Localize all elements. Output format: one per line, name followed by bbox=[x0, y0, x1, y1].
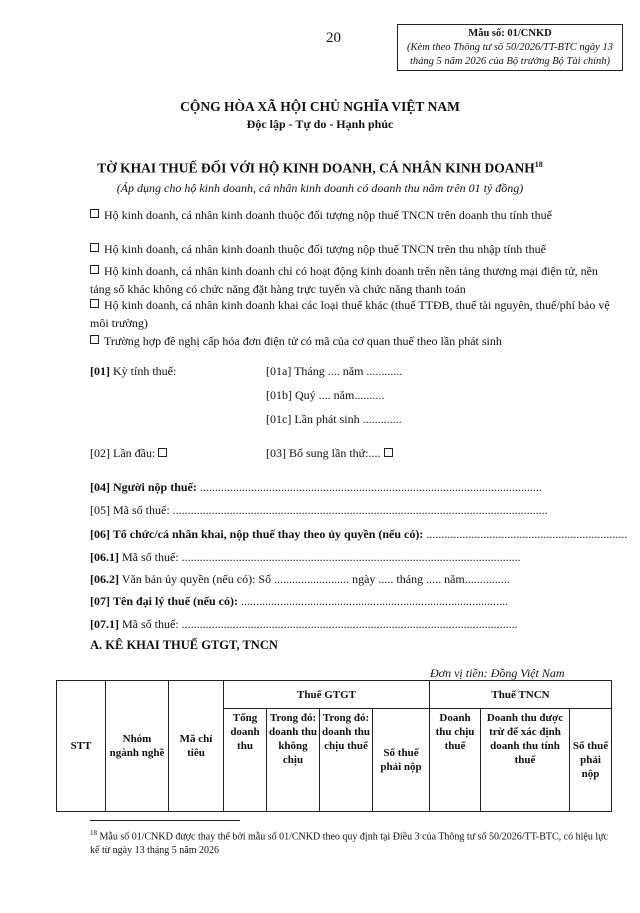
authorization-document-field[interactable]: [06.2] Văn bản ủy quyền (nếu có): Số ......................... ngày ..... tháng ..... năm............... bbox=[90, 572, 510, 586]
option-label: Hộ kinh doanh, cá nhân kinh doanh thuộc đối tượng nộp thuế TNCN trên thu nhập tính thuế bbox=[104, 242, 546, 256]
supplement-label: [03] Bổ sung lần thứ:.... bbox=[266, 446, 381, 460]
declaration-table bbox=[56, 680, 612, 812]
authorized-tax-code-field[interactable]: [06.1] Mã số thuế: ................................................................................................................. bbox=[90, 550, 521, 564]
option-other-taxes[interactable] bbox=[90, 296, 610, 332]
vat-nontaxable-revenue: Trong đó: doanh thu không chịu bbox=[267, 709, 320, 812]
document-title bbox=[0, 160, 640, 177]
supplement-row bbox=[266, 446, 393, 461]
taxpayer-field[interactable]: [04] Người nộp thuế: .................................................................................................................. bbox=[90, 480, 542, 494]
col-stt: STT bbox=[57, 681, 106, 812]
checkbox-icon[interactable] bbox=[90, 299, 99, 308]
page-number: 20 bbox=[326, 30, 341, 46]
supplement-checkbox[interactable] bbox=[384, 448, 393, 457]
checkbox-icon[interactable] bbox=[90, 265, 99, 274]
vat-tax-payable: Số thuế phải nộp bbox=[373, 709, 430, 812]
option-label: Trường hợp đề nghị cấp hóa đơn điện tử có mã của cơ quan thuế theo lần phát sinh bbox=[104, 334, 502, 348]
option-label: Hộ kinh doanh, cá nhân kinh doanh thuộc đối tượng nộp thuế TNCN trên doanh thu tính thuế bbox=[104, 208, 552, 222]
first-time-checkbox[interactable] bbox=[158, 448, 167, 457]
form-note: (Kèm theo Thông tư số 50/2026/TT-BTC ngày 13 tháng 5 năm 2026 của Bộ trưởng Bộ Tài chính) bbox=[407, 42, 613, 67]
form-code-box bbox=[397, 24, 623, 71]
nation-heading: CỘNG HÒA XÃ HỘI CHỦ NGHĨA VIỆT NAM bbox=[180, 99, 460, 114]
pit-taxable-revenue: Doanh thu chịu thuế bbox=[430, 709, 481, 812]
form-code: Mẫu số: 01/CNKD bbox=[468, 28, 552, 39]
document-subtitle: (Áp dụng cho hộ kinh doanh, cá nhân kinh doanh có doanh thu năm trên 01 tỷ đồng) bbox=[116, 181, 524, 195]
option-tncn-income[interactable] bbox=[90, 240, 610, 258]
period-quarter-field[interactable]: [01b] Quý .... năm.......... bbox=[266, 388, 385, 402]
footnote-number: 18 bbox=[90, 829, 97, 837]
first-time-row bbox=[90, 446, 167, 461]
col-pit-group: Thuế TNCN bbox=[430, 681, 612, 709]
tax-period-label: [01] Kỳ tính thuế: bbox=[90, 364, 177, 378]
tax-code-field[interactable]: [05] Mã số thuế: ............................................................................................................................. bbox=[90, 503, 548, 517]
checkbox-icon[interactable] bbox=[90, 335, 99, 344]
footnote-divider bbox=[90, 820, 240, 821]
option-tncn-revenue[interactable] bbox=[90, 206, 610, 224]
section-a-heading: A. KÊ KHAI THUẾ GTGT, TNCN bbox=[90, 638, 278, 652]
vat-total-revenue: Tổng doanh thu bbox=[224, 709, 267, 812]
authorized-org-field[interactable]: [06] Tổ chức/cá nhân khai, nộp thuế thay theo ủy quyền (nếu có): ................................................................... bbox=[90, 527, 628, 541]
agent-tax-code-field[interactable]: [07.1] Mã số thuế: ................................................................................................................ bbox=[90, 617, 518, 631]
period-occurrence-field[interactable]: [01c] Lần phát sinh ............. bbox=[266, 412, 402, 426]
col-code: Mã chỉ tiêu bbox=[169, 681, 224, 812]
period-month-field[interactable]: [01a] Tháng .... năm ............ bbox=[266, 364, 403, 378]
vat-taxable-revenue: Trong đó: doanh thu chịu thuế bbox=[320, 709, 373, 812]
footnote bbox=[90, 826, 610, 858]
motto: Độc lập - Tự do - Hạnh phúc bbox=[246, 117, 394, 131]
option-einvoice[interactable] bbox=[90, 332, 610, 350]
title-footnote-ref: 18 bbox=[534, 160, 543, 169]
pit-tax-payable: Số thuế phải nộp bbox=[570, 709, 612, 812]
option-ecommerce[interactable] bbox=[90, 262, 610, 298]
checkbox-icon[interactable] bbox=[90, 243, 99, 252]
tax-agent-field[interactable]: [07] Tên đại lý thuế (nếu có): ......................................................................................... bbox=[90, 594, 509, 608]
col-vat-group: Thuế GTGT bbox=[224, 681, 430, 709]
pit-deductible-revenue: Doanh thu được trừ để xác định doanh thu tính thuế bbox=[481, 709, 570, 812]
title-text: TỜ KHAI THUẾ ĐỐI VỚI HỘ KINH DOANH, CÁ NHÂN KINH DOANH bbox=[97, 160, 535, 176]
option-label: Hộ kinh doanh, cá nhân kinh doanh khai các loại thuế khác (thuế TTĐB, thuế tài nguyên, thuế/phí bảo vệ môi trường) bbox=[90, 298, 610, 330]
currency-unit: Đơn vị tiền: Đồng Việt Nam bbox=[430, 666, 565, 680]
footnote-text: Mẫu số 01/CNKD được thay thế bởi mẫu số 01/CNKD theo quy định tại Điều 3 của Thông tư số 50/2026/TT-BTC, có hiệu lực kể từ ngày 13 tháng 5 năm 2026 bbox=[90, 831, 608, 857]
first-time-label: [02] Lần đầu: bbox=[90, 446, 156, 460]
col-group: Nhóm ngành nghề bbox=[106, 681, 169, 812]
option-label: Hộ kinh doanh, cá nhân kinh doanh chỉ có hoạt động kinh doanh trên nền tảng thương mại điện tử, nền tảng số khác không có chức năng đặt hàng trực tuyến và chức năng thanh toán bbox=[90, 264, 598, 296]
checkbox-icon[interactable] bbox=[90, 209, 99, 218]
